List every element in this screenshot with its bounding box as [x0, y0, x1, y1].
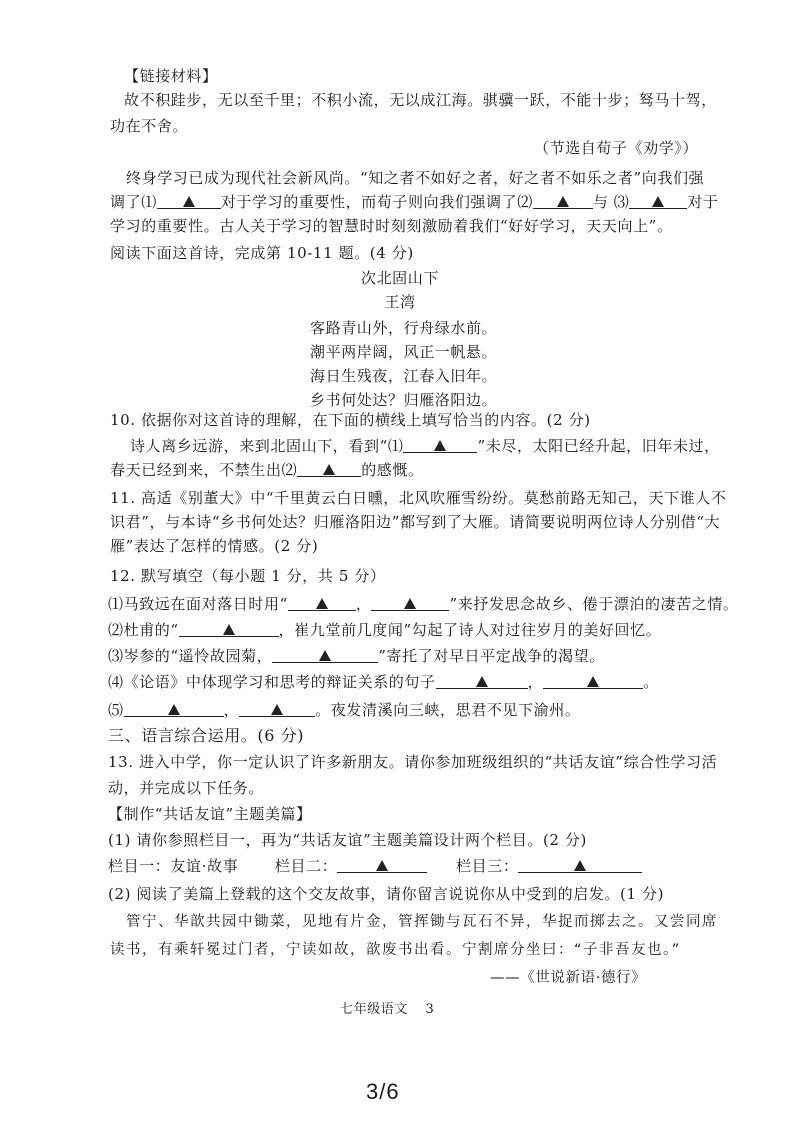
triangle-marker-icon [319, 650, 331, 661]
q12-sentence-2 [108, 620, 661, 640]
columns-line [108, 856, 642, 876]
q12-blank-2[interactable] [179, 620, 279, 637]
column-3-blank[interactable] [518, 856, 642, 873]
story-line-1: 管宁、华歆共园中锄菜，见地有片金，管挥锄与瓦石不异，华捉而掷去之。又尝同席 [126, 914, 718, 930]
triangle-marker-icon [183, 196, 195, 207]
q12-stem: 12. 默写填空（每小题 1 分，共 5 分） [110, 567, 386, 585]
q11-line-3: 雁”表达了怎样的情感。(2 分) [110, 537, 319, 555]
footer-label [340, 1000, 434, 1020]
q12-blank-4b[interactable] [543, 672, 643, 689]
q10-blank-2[interactable] [297, 460, 361, 477]
triangle-marker-icon [223, 624, 235, 635]
story-source: ——《世说新语·德行》 [490, 970, 647, 986]
q12-sentence-4 [108, 672, 659, 692]
footer-subject: 七年级语文 [340, 1002, 409, 1017]
q12-s4-c: 。 [643, 673, 659, 691]
task-1: (1) 请你参照栏目一，再为“共话友谊”主题美篇设计两个栏目。(2 分) [108, 831, 587, 849]
triangle-marker-icon [168, 704, 180, 715]
q11-line-1: 11. 高适《别董大》中“千里黄云白日曛，北风吹雁雪纷纷。莫愁前路无知己，天下谁人不 [110, 489, 727, 507]
q12-s5-b: ， [223, 701, 240, 719]
q12-sentence-3 [108, 646, 605, 666]
q12-s4-b: ， [527, 673, 544, 691]
page-indicator: 3/6 [366, 1079, 400, 1104]
q12-blank-1a[interactable] [288, 594, 356, 611]
q12-sentence-1 [108, 594, 739, 614]
q12-s3-b: ”寄托了对早日平定战争的渴望。 [378, 647, 605, 665]
q10-stem: 10. 依据你对这首诗的理解，在下面的横线上填写恰当的内容。(2 分) [110, 411, 591, 429]
summary-line-2-d: 对于 [687, 193, 719, 211]
q10-line-1-a: 诗人离乡远游，来到北固山下，看到“⑴ [130, 437, 404, 455]
link-material-source: （节选自荀子《劝学》） [534, 139, 699, 157]
triangle-marker-icon [376, 860, 388, 871]
footer-page-number: 3 [425, 1002, 435, 1017]
q13-line-2: 动，并完成以下任务。 [108, 779, 265, 797]
q12-blank-5b[interactable] [239, 700, 315, 717]
column-3-label: 栏目三： [456, 857, 519, 875]
q10-line-1 [130, 436, 720, 456]
answer-blank-3[interactable] [629, 192, 687, 209]
q10-line-2-b: 的感慨。 [361, 461, 424, 479]
poem-line-3: 海日生残夜，江春入旧年。 [310, 367, 498, 385]
poem-line-1: 客路青山外，行舟绿水前。 [310, 319, 498, 337]
triangle-marker-icon [434, 440, 446, 451]
poem-author: 王湾 [384, 293, 416, 311]
q10-line-1-b: ”未尽，太阳已经升起，旧年未过， [477, 437, 720, 455]
q12-blank-3[interactable] [272, 646, 378, 663]
poem-line-4: 乡书何处达？归雁洛阳边。 [310, 391, 498, 409]
triangle-marker-icon [652, 196, 664, 207]
link-material-heading: 【链接材料】 [124, 67, 218, 85]
triangle-marker-icon [476, 676, 488, 687]
triangle-marker-icon [574, 860, 586, 871]
link-material-line-1: 故不积跬步，无以至千里；不积小流，无以成江海。骐骥一跃，不能十步；驽马十驾， [124, 91, 717, 109]
answer-blank-1[interactable] [157, 192, 221, 209]
summary-line-2 [110, 192, 719, 212]
column-2-label: 栏目二： [274, 857, 338, 875]
summary-line-2-b: 对于学习的重要性，而荀子则向我们强调了⑵ [220, 193, 533, 211]
triangle-marker-icon [404, 598, 416, 609]
q12-s5-a: ⑸ [108, 701, 124, 719]
q12-s1-a: ⑴马致远在面对落日时用“ [108, 595, 288, 613]
q12-s1-c: ”来抒发思念故乡、倦于漂泊的凄苦之情。 [449, 595, 739, 613]
q10-line-2 [110, 460, 424, 480]
summary-line-1: 终身学习已成为现代社会新风尚。“知之者不如好之者，好之者不如乐之者”向我们强 [126, 169, 705, 187]
q12-s2-b: ，崔九堂前几度闻”勾起了诗人对过往岁月的美好回忆。 [278, 621, 662, 639]
column-1: 栏目一：友谊·故事 [108, 857, 239, 875]
triangle-marker-icon [323, 464, 335, 475]
q12-blank-1b[interactable] [371, 594, 449, 611]
summary-line-2-c: 与 ⑶ [592, 193, 630, 211]
poem-title: 次北固山下 [360, 269, 439, 287]
triangle-marker-icon [271, 704, 283, 715]
triangle-marker-icon [587, 676, 599, 687]
column-2-blank[interactable] [337, 856, 427, 873]
q13-line-1: 13. 进入中学，你一定认识了许多新朋友。请你参加班级组织的“共话友谊”综合性学习活 [108, 753, 718, 771]
summary-line-3: 学习的重要性。古人关于学习的智慧时时刻刻激励着我们“好好学习，天天向上”。 [110, 217, 673, 235]
q12-s1-b: ， [355, 595, 372, 613]
answer-blank-2[interactable] [533, 192, 593, 209]
triangle-marker-icon [316, 598, 328, 609]
story-line-2: 读书，有乘轩冕过门者，宁读如故，歆废书出看。宁割席分坐曰：“子非吾友也。” [110, 942, 681, 958]
q12-blank-4a[interactable] [436, 672, 528, 689]
q12-s5-c: 。夜发清溪向三峡，思君不见下渝州。 [315, 701, 581, 719]
section-3-title: 三、语言综合运用。(6 分) [108, 726, 305, 745]
task-title: 【制作“共话友谊”主题美篇】 [108, 805, 312, 823]
q12-sentence-5 [108, 700, 580, 720]
q12-s3-a: ⑶岑参的“遥怜故园菊， [108, 647, 273, 665]
q11-line-2: 识君”，与本诗“乡书何处达？归雁洛阳边”都写到了大雁。请简要说明两位诗人分别借“大 [110, 513, 721, 531]
triangle-marker-icon [557, 196, 569, 207]
summary-line-2-a: 调了⑴ [110, 193, 157, 211]
q10-blank-1[interactable] [403, 436, 477, 453]
link-material-line-2: 功在不舍。 [110, 117, 189, 135]
q10-line-2-a: 春天已经到来，不禁生出⑵ [110, 461, 298, 479]
q12-s2-a: ⑵杜甫的“ [108, 621, 179, 639]
q12-s4-a: ⑷《论语》中体现学习和思考的辩证关系的句子 [108, 673, 436, 691]
q12-blank-5a[interactable] [124, 700, 224, 717]
task-2: (2) 阅读了美篇上登载的这个交友故事，请你留言说说你从中受到的启发。(1 分) [108, 885, 665, 903]
poem-line-2: 潮平两岸阔，风正一帆悬。 [310, 343, 498, 361]
poem-intro: 阅读下面这首诗，完成第 10-11 题。(4 分) [110, 244, 414, 262]
